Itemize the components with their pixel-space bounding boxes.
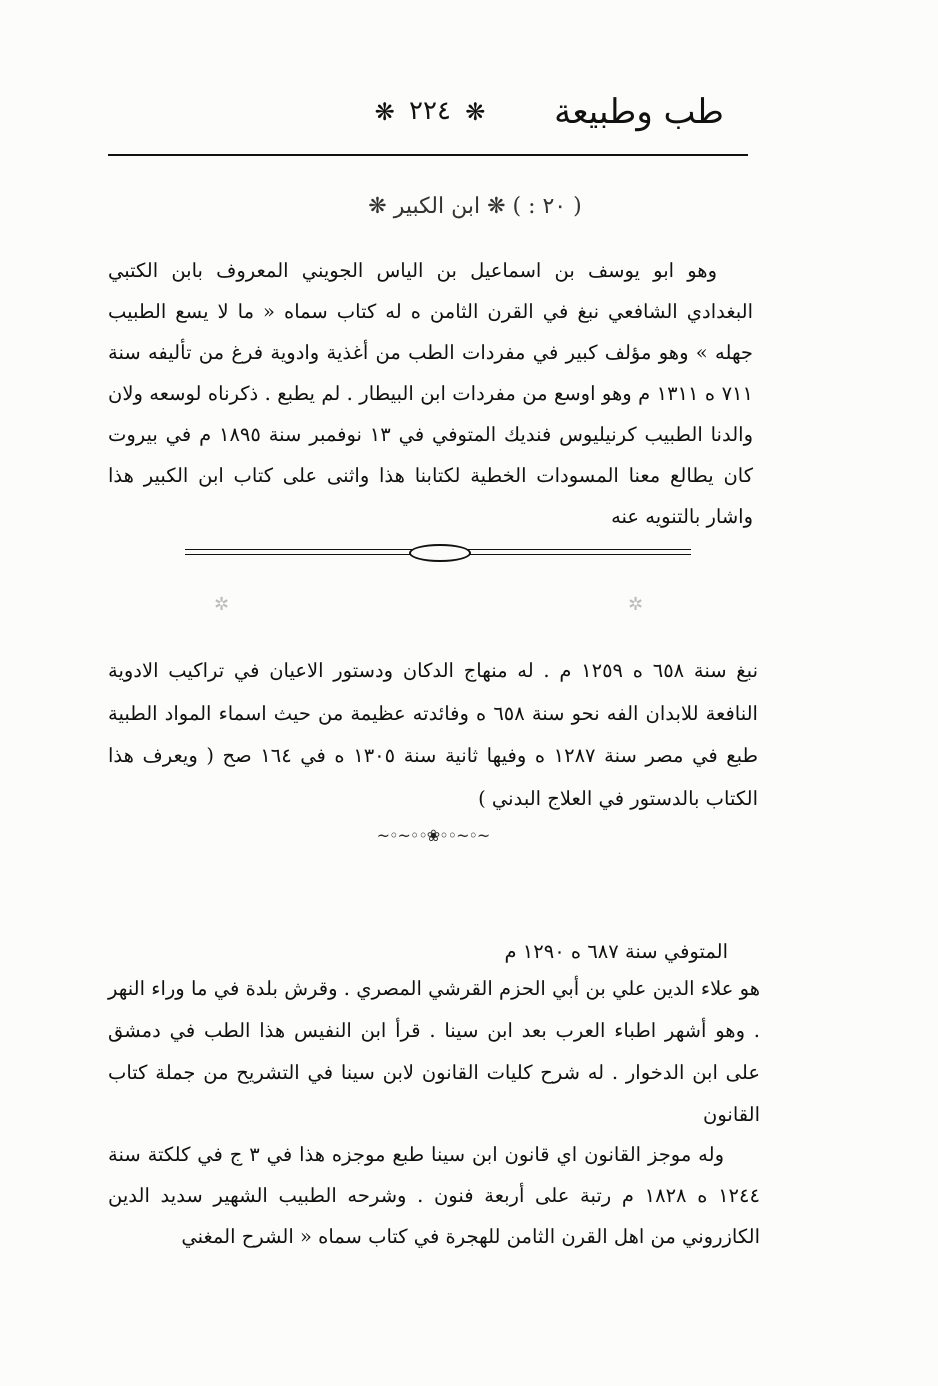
vine-ornament-divider: ~◦~◦◦❀◦◦~◦~ bbox=[376, 826, 490, 845]
death-date: المتوفي سنة ٦٨٧ ه ١٢٩٠ م bbox=[504, 940, 728, 963]
running-header-title: طب وطبيعة bbox=[554, 92, 724, 132]
section2-text: نبغ سنة ٦٥٨ ه ١٢٥٩ م . له منهاج الدكان ودستور الاعيان في تراكيب الادوية النافعة للابدان الفه نحو سنة ٦٥٨ ه وفائدته عظيمة من حيث اسماء المواد الطبية طبع في مصر سنة ١٢٨٧ ه وفيها ثانية سنة ١٣٠٥ ه في ١٦٤ صح ( ويعرف هذا الكتاب بالدستور في العلاج البدني ) bbox=[108, 659, 759, 810]
page-number: ٢٢٤ bbox=[409, 96, 451, 126]
flower-ornament-icon: ❋ bbox=[465, 98, 486, 126]
faint-section-heading: ✲ ✲ bbox=[214, 594, 644, 615]
section3-text2: وله موجز القانون اي قانون ابن سينا طبع موجزه هذا في ٣ ج في كلكتة سنة ١٢٤٤ ه ١٨٢٨ م رتبة على أربعة فنون . وشرحه الطبيب الشهير سديد الدين الكازروني من اهل القرن الثامن للهجرة في كتاب سماه « الشرح المغني bbox=[108, 1143, 760, 1248]
section3-paragraph2 bbox=[108, 1134, 760, 1257]
section2-paragraph bbox=[108, 650, 758, 820]
page-number-block bbox=[362, 96, 498, 126]
knot-ornament-icon bbox=[409, 544, 471, 562]
section1-text: وهو ابو يوسف بن اسماعيل بن الياس الجويني المعروف بابن الكتبي البغدادي الشافعي نبغ في القرن الثامن ه له كتاب سماه « ما لا يسع الطبيب جهله » وهو مؤلف كبير في مفردات الطب من أغذية وادوية فرغ من تأليفه سنة ٧١١ ه ١٣١١ م وهو اوسع من مفردات ابن البيطار . لم يطبع . ذكرناه لوسعه ولان والدنا الطبيب كرنيليوس فنديك المتوفي في ١٣ نوفمبر سنة ١٨٩٥ م في بيروت كان يطالع معنا المسودات الخطية لكتابنا هذا واثنى على كتاب ابن الكبير هذا واشار بالتنويه عنه bbox=[108, 259, 753, 528]
flower-ornament-icon: ❋ bbox=[374, 98, 395, 126]
section3-paragraph1 bbox=[108, 968, 760, 1136]
header-rule bbox=[108, 154, 748, 156]
section3-death-line bbox=[108, 934, 728, 970]
double-rule-divider bbox=[185, 545, 691, 559]
section3-text1: هو علاء الدين علي بن أبي الحزم القرشي المصري . وقرش بلدة في ما وراء النهر . وهو أشهر اطباء العرب بعد ابن سينا . قرأ ابن النفيس هذا الطب في دمشق على ابن الدخوار . له شرح كليات القانون لابن سينا في التشريح من جملة كتاب القانون bbox=[108, 977, 760, 1126]
section1-paragraph bbox=[108, 250, 753, 537]
section-heading-ibn-al-kabir: ( ٢٠ : ) ❋ ابن الكبير ❋ bbox=[368, 194, 582, 219]
